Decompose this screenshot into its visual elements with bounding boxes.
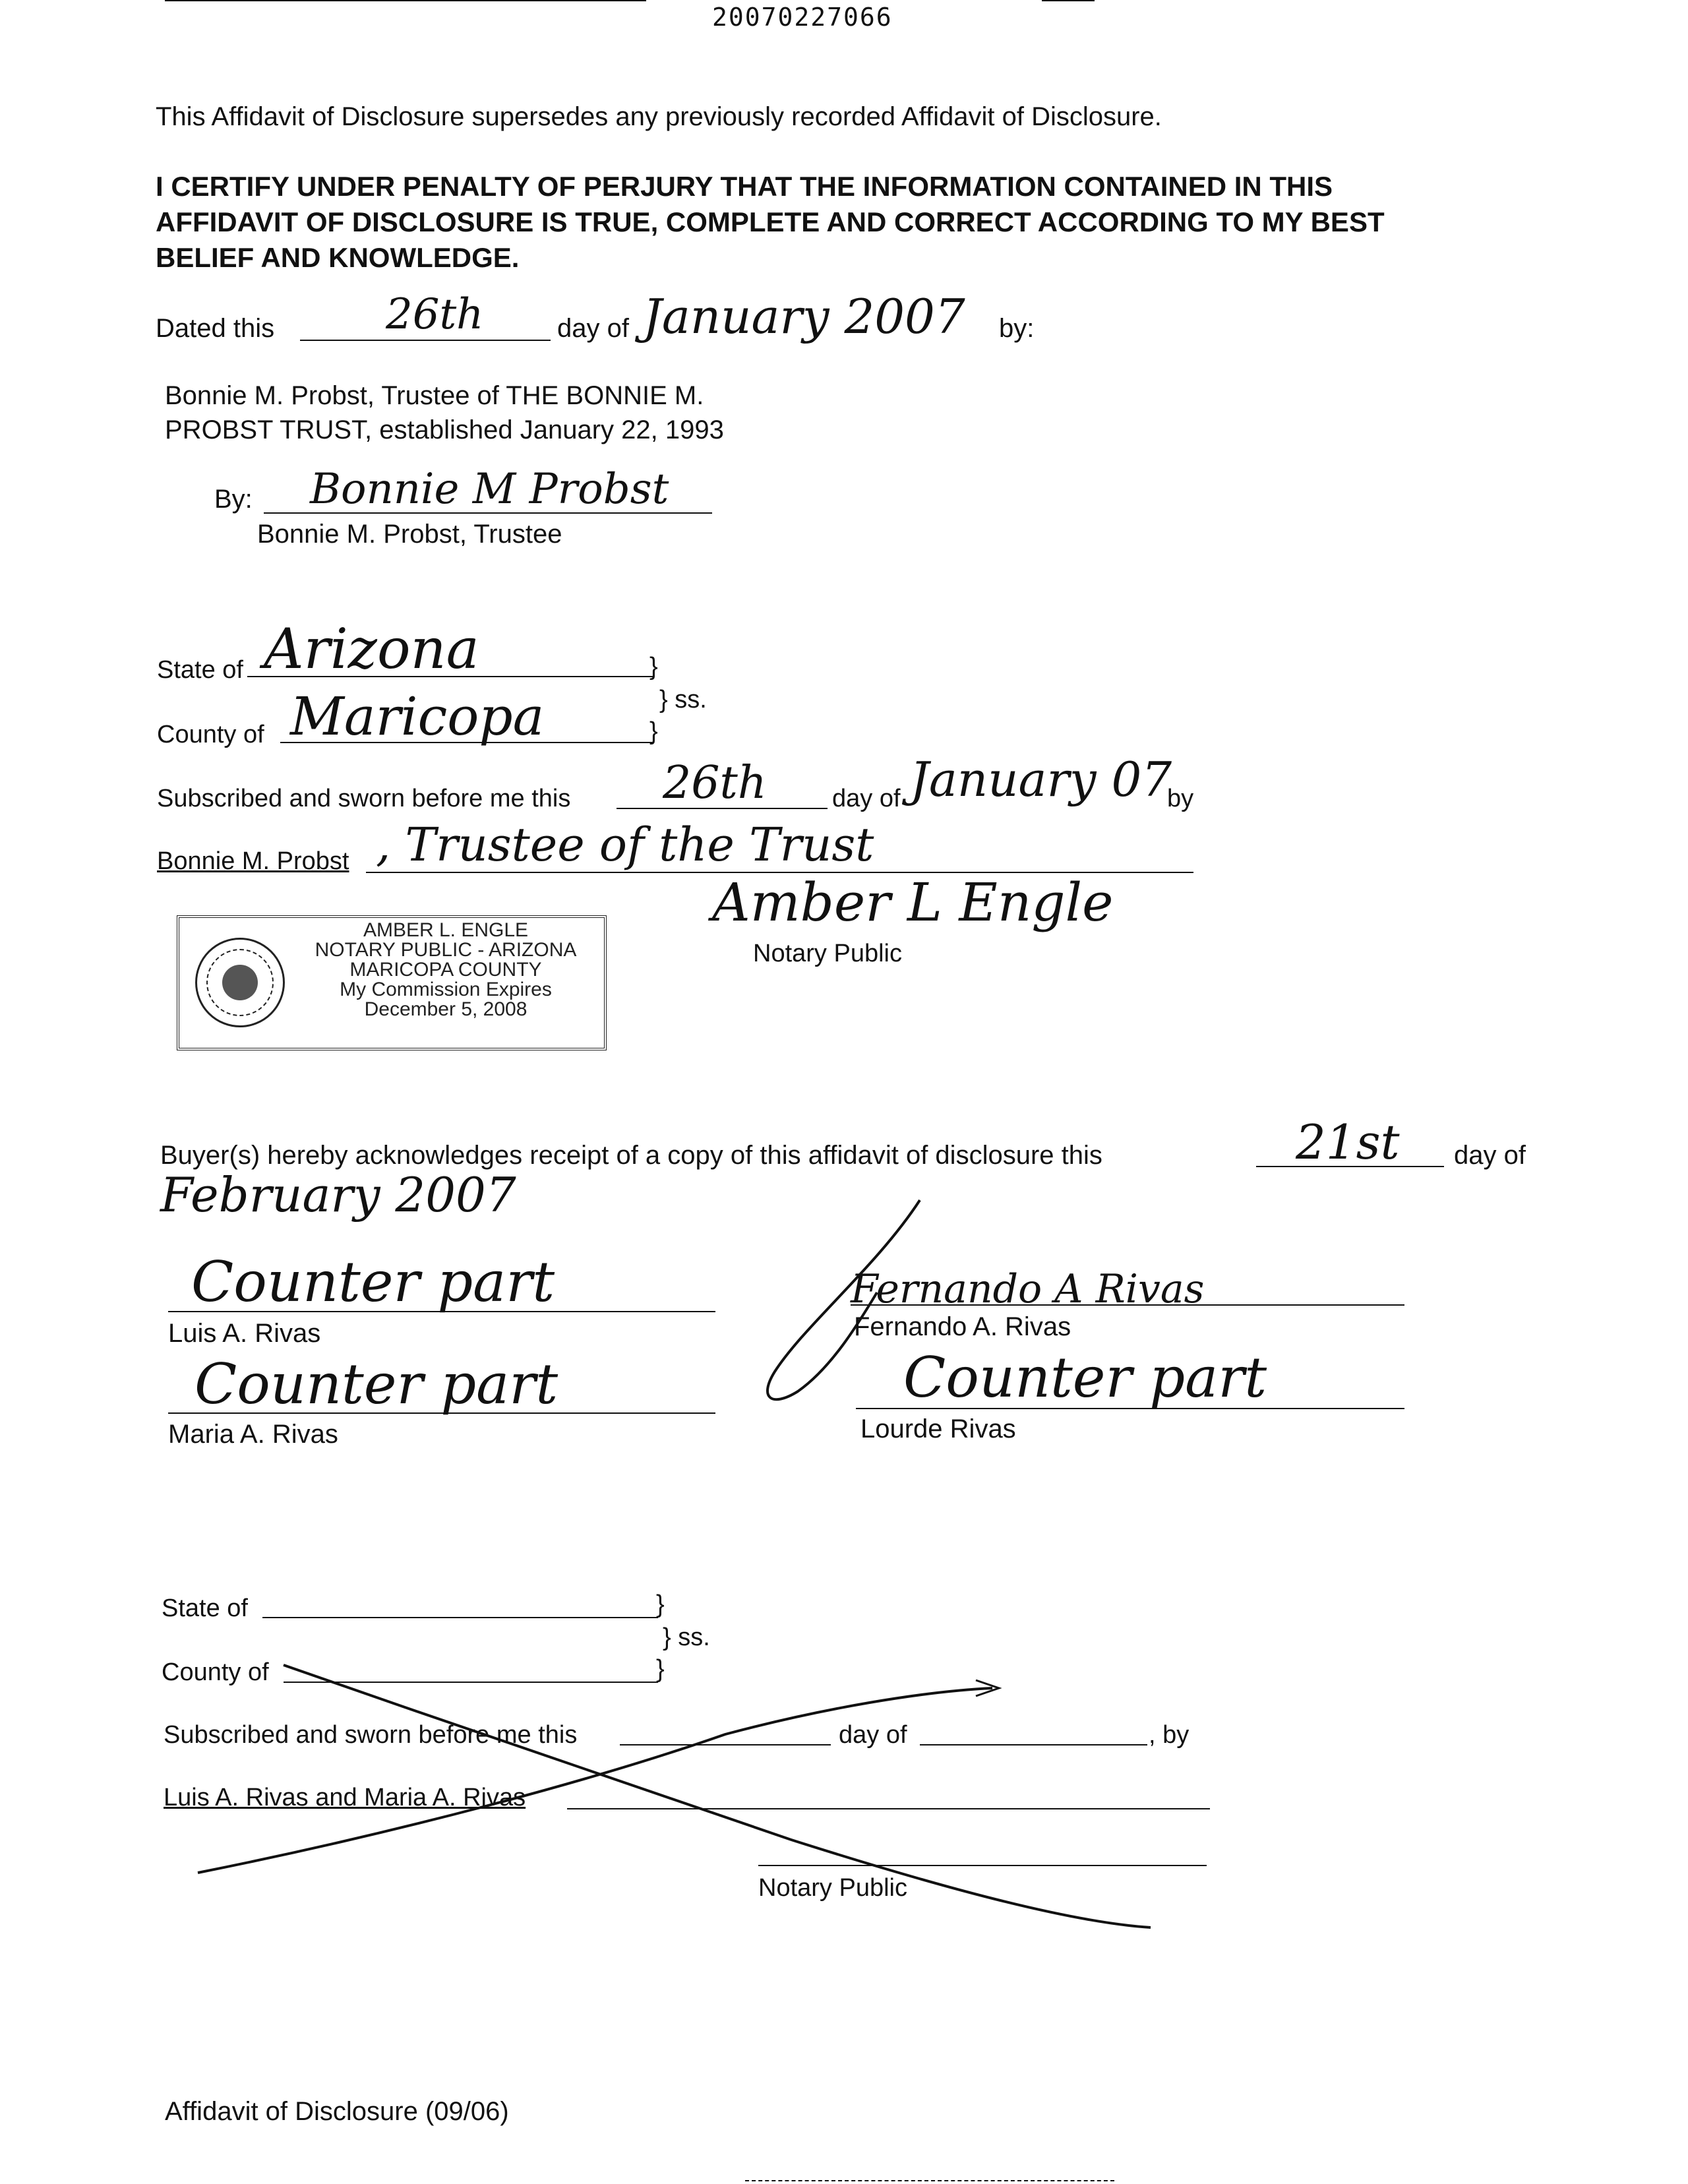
dated-day-of-label: day of [557,314,629,343]
notary2-day-of-label: day of [839,1721,907,1749]
buyer-sig4-caption: Lourde Rivas [860,1414,1016,1443]
certify-text-line-2: AFFIDAVIT OF DISCLOSURE IS TRUE, COMPLETE AND CORRECT ACCORDING TO MY BEST [156,206,1385,237]
notary1-signature: Amber L Engle [712,872,1114,933]
buyer-sig3-caption: Maria A. Rivas [168,1420,338,1449]
notary2-names: Luis A. Rivas and Maria A. Rivas [164,1784,526,1811]
stamp-line-4: My Commission Expires [340,979,552,1000]
notary1-by-label: by [1167,785,1194,812]
buyer-ack-day-handwritten: 21st [1296,1114,1400,1170]
stamp-line-1: AMBER L. ENGLE [363,919,529,941]
buyer-ack-month-handwritten: February 2007 [160,1167,516,1223]
seller-line-2: PROBST TRUST, established January 22, 1993 [165,415,724,444]
buyer-sig3-handwritten: Counter part [195,1352,558,1416]
seller-line-1: Bonnie M. Probst, Trustee of THE BONNIE M. [165,381,704,410]
notary2-by-label: , by [1149,1721,1190,1749]
recording-number: 20070227066 [712,3,893,32]
notary2-state-label: State of [162,1594,248,1622]
notary2-subscribed-label: Subscribed and sworn before me this [164,1721,578,1749]
notary1-name-printed: Bonnie M. Probst [157,847,349,875]
buyer-ack-day-of-label: day of [1454,1141,1526,1170]
notary2-county-label: County of [162,1658,269,1686]
notary2-brace-top: } [656,1591,665,1618]
stamp-line-2: NOTARY PUBLIC - ARIZONA [315,939,577,961]
notary1-notary-public-caption: Notary Public [753,940,902,967]
buyer-sig2-caption: Fernando A. Rivas [854,1312,1071,1341]
dated-day-handwritten: 26th [386,290,484,339]
buyer-sig2-loop-stroke [768,1200,920,1399]
dated-label: Dated this [156,314,275,343]
notary2-notary-public-caption: Notary Public [758,1874,907,1902]
notary1-brace-bottom: } [649,717,658,745]
supersedes-text: This Affidavit of Disclosure supersedes any previously recorded Affidavit of Disclosure. [156,102,1162,131]
notary2-brace-bottom: } [656,1655,665,1683]
seller-signature-caption: Bonnie M. Probst, Trustee [257,520,562,549]
buyer-sig1-caption: Luis A. Rivas [168,1319,321,1348]
notary2-ss-label: } ss. [663,1623,710,1651]
dated-month-handwritten: January 2007 [643,289,965,344]
notary1-county-handwritten: Maricopa [290,686,545,747]
stamp-line-5: December 5, 2008 [364,998,528,1020]
certify-text-line-3: BELIEF AND KNOWLEDGE. [156,242,520,273]
certify-text-line-1: I CERTIFY UNDER PENALTY OF PERJURY THAT THE INFORMATION CONTAINED IN THIS [156,171,1333,202]
footer-form-id: Affidavit of Disclosure (09/06) [165,2097,509,2126]
seller-by-label: By: [214,485,253,514]
notary1-county-label: County of [157,721,264,748]
buyer-ack-text: Buyer(s) hereby acknowledges receipt of a copy of this affidavit of disclosure this [160,1141,1102,1170]
buyer-sig2-handwritten: Fernando A Rivas [851,1266,1205,1312]
notary1-brace-top: } [649,653,658,681]
cross-out-stroke-2 [198,1688,992,1873]
seller-signature: Bonnie M Probst [310,465,669,514]
buyer-sig4-handwritten: Counter part [903,1345,1267,1410]
notary1-state-handwritten: Arizona [264,617,479,681]
notary1-state-label: State of [157,656,243,684]
notary1-subscribed-label: Subscribed and sworn before me this [157,785,571,812]
notary1-month-handwritten: January 07 [910,752,1172,807]
cross-out-stroke-1 [284,1665,1151,1927]
notary1-ss-label: } ss. [659,686,707,713]
buyer-sig1-handwritten: Counter part [191,1250,555,1314]
notary1-day-of-label: day of [832,785,901,812]
notary1-name-handwritten: , Trustee of the Trust [376,818,874,872]
bottom-rule [745,2180,1114,2181]
stamp-line-3: MARICOPA COUNTY [349,959,542,981]
notary1-day-handwritten: 26th [663,757,767,809]
dated-by-label: by: [999,314,1035,343]
